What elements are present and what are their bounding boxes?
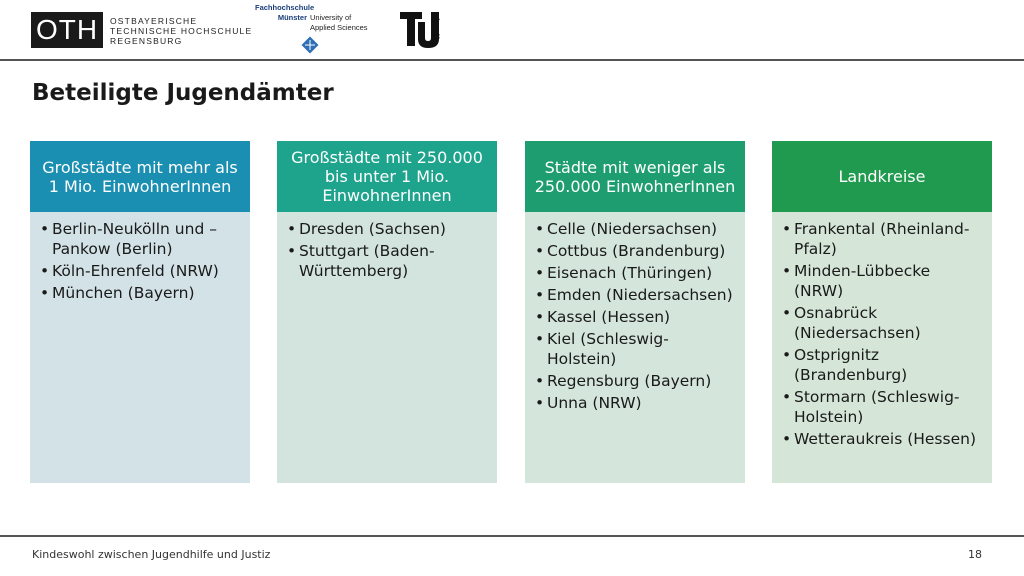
column-heading: Großstädte mit mehr als 1 Mio. EinwohnerInnen [30, 141, 250, 212]
fh-name [255, 3, 315, 23]
oth-name-line: TECHNISCHE HOCHSCHULE [110, 26, 253, 36]
oth-name-line: REGENSBURG [110, 36, 183, 46]
list-item: • Wetteraukreis (Hessen) [780, 429, 984, 449]
column-body [277, 212, 497, 483]
column-body [525, 212, 745, 483]
tu-berlin-logo [398, 8, 462, 50]
oth-logo-text: OTH [35, 14, 99, 45]
slide-title: Beteiligte Jugendämter [32, 80, 334, 106]
list-item: • Unna (NRW) [533, 393, 737, 413]
list-item: • Kassel (Hessen) [533, 307, 737, 327]
list-item: • Stuttgart (Baden-Württemberg) [285, 241, 489, 281]
column-heading: Großstädte mit 250.000 bis unter 1 Mio. EinwohnerInnen [277, 141, 497, 212]
oth-name-line: OSTBAYERISCHE [110, 16, 198, 26]
category-column [772, 141, 992, 483]
footer-title: Kindeswohl zwischen Jugendhilfe und Justiz [32, 548, 271, 561]
fh-subtitle-line: Applied Sciences [310, 23, 368, 32]
fh-name-line: Münster [277, 13, 307, 22]
list-item: • Kiel (Schleswig-Holstein) [533, 329, 737, 369]
fh-subtitle-line: University of [310, 13, 352, 22]
list-item: • Regensburg (Bayern) [533, 371, 737, 391]
footer-divider [0, 535, 1024, 537]
list-item: • Celle (Niedersachsen) [533, 219, 737, 239]
tu-word: berlin [429, 18, 440, 46]
column-heading: Städte mit weniger als 250.000 EinwohnerInnen [525, 141, 745, 212]
oth-name [110, 16, 252, 46]
oth-logo [31, 12, 103, 48]
column-body [772, 212, 992, 483]
list-item: • Cottbus (Brandenburg) [533, 241, 737, 261]
list-item: • Köln-Ehrenfeld (NRW) [38, 261, 242, 281]
column-body [30, 212, 250, 483]
fh-subtitle [310, 13, 368, 33]
list-item: • Emden (Niedersachsen) [533, 285, 737, 305]
list-item: • Minden-Lübbecke (NRW) [780, 261, 984, 301]
list-item: • Ostprignitz (Brandenburg) [780, 345, 984, 385]
category-column [525, 141, 745, 483]
fh-emblem-icon [301, 36, 319, 54]
list-item: • Eisenach (Thüringen) [533, 263, 737, 283]
list-item: • Frankental (Rheinland-Pfalz) [780, 219, 984, 259]
category-column [277, 141, 497, 483]
fh-muenster-logo [255, 3, 370, 55]
list-item: • Osnabrück (Niedersachsen) [780, 303, 984, 343]
page-number: 18 [968, 548, 982, 561]
list-item: • Stormarn (Schleswig-Holstein) [780, 387, 984, 427]
list-item: • München (Bayern) [38, 283, 242, 303]
header-divider [0, 59, 1024, 61]
column-heading: Landkreise [772, 141, 992, 212]
fh-name-line: Fachhochschule [255, 3, 315, 12]
list-item: • Dresden (Sachsen) [285, 219, 489, 239]
list-item: • Berlin-Neukölln und –Pankow (Berlin) [38, 219, 242, 259]
category-column [30, 141, 250, 483]
